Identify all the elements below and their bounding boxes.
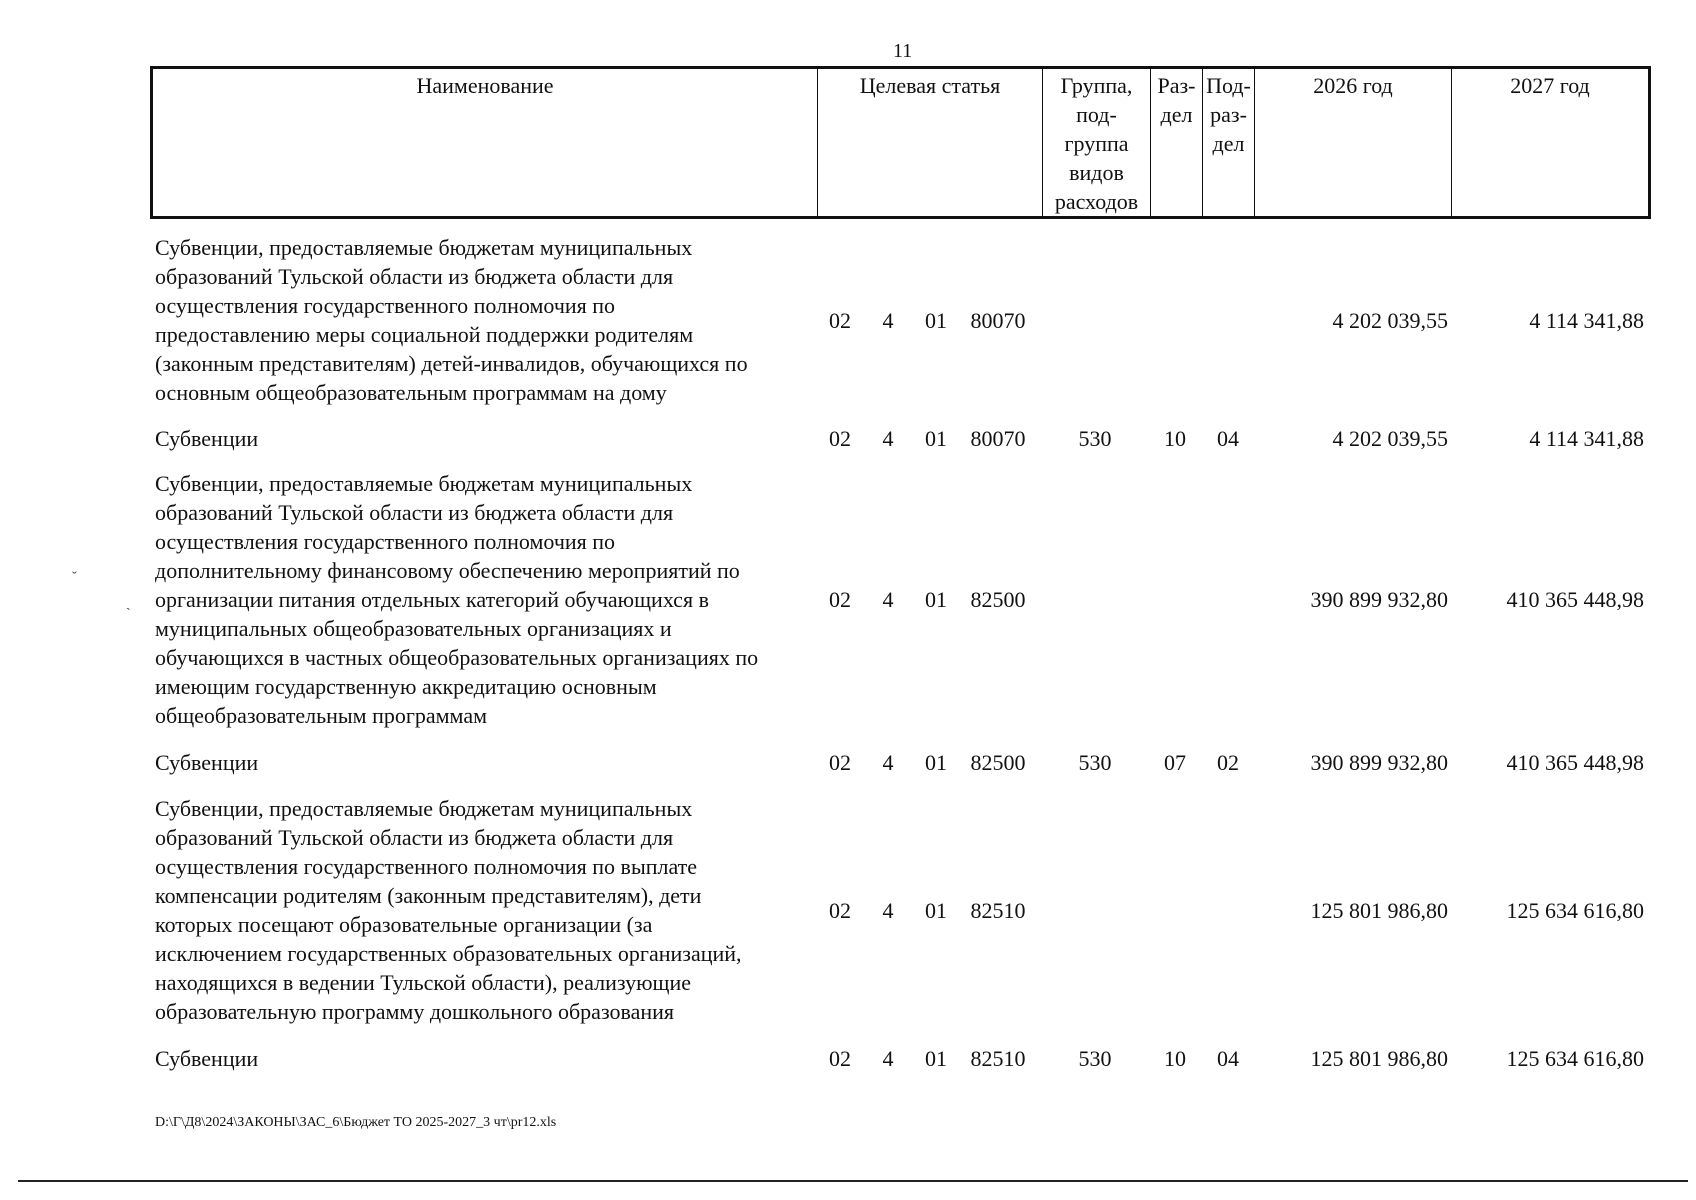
file-path-footer: D:\Г\Д8\2024\ЗАКОНЫ\ЗАС_6\Бюджет ТО 2025-2027_3 чт\pr12.xls [155,1115,557,1130]
section: 10 [1164,1046,1186,1071]
row-name-line: осуществления государственного полномочия по [155,529,616,554]
target-article-subprogram: 01 [925,308,947,333]
amount-2026: 4 202 039,55 [1332,308,1448,333]
row-name-line: дополнительному финансовому обеспечению мероприятий по [155,558,740,583]
subsection: 04 [1217,1046,1239,1071]
target-article-program: 02 [829,898,851,923]
expense-group: 530 [1078,1046,1112,1071]
target-article-program: 02 [829,1046,851,1071]
header-section-line: дел [1160,102,1193,127]
row-name-line: осуществления государственного полномочия по [155,293,616,318]
section: 07 [1164,750,1186,775]
header-subsection-line: раз- [1210,102,1247,127]
row-name-line: Субвенции [155,426,259,451]
expense-group: 530 [1078,426,1112,451]
subsection: 04 [1217,426,1239,451]
row-name-line: предоставлению меры социальной поддержки родителям [155,322,694,347]
row-name-line: осуществления государственного полномочия по выплате [155,854,698,879]
amount-2026: 4 202 039,55 [1332,426,1448,451]
row-name [155,748,815,777]
scan-mark: ˏ [126,596,131,611]
page-number: 11 [893,40,913,62]
header-expense-group-line: Группа, [1060,73,1133,98]
header-name: Наименование [152,68,818,218]
target-article-program: 02 [829,308,851,333]
bottom-divider [18,1180,1688,1182]
target-article-subprogram: 01 [925,426,947,451]
table-header [150,66,1651,219]
target-article-program: 02 [829,426,851,451]
row-name-line: образований Тульской области из бюджета области для [155,825,674,850]
target-article-direction: 80070 [970,426,1026,451]
header-expense-group [1043,68,1151,218]
row-name-line: Субвенции [155,750,259,775]
row-name [155,424,815,453]
header-expense-group-line: видов [1069,160,1124,185]
row-name [155,233,815,407]
header-subsection-line: Под- [1206,73,1251,98]
header-subsection [1203,68,1255,218]
header-year-2026: 2026 год [1255,68,1452,218]
header-section [1151,68,1203,218]
row-name-line: Субвенции, предоставляемые бюджетам муниципальных [155,796,693,821]
row-name-line: Субвенции [155,1046,259,1071]
target-article-subprogram: 01 [925,587,947,612]
target-article-program: 02 [829,750,851,775]
row-name-line: исключением государственных образовательных организаций, [155,941,742,966]
amount-2027: 125 634 616,80 [1506,898,1644,923]
amount-2027: 410 365 448,98 [1506,587,1644,612]
target-article-type: 4 [882,426,894,451]
row-name-line: организации питания отдельных категорий обучающихся в [155,587,709,612]
row-name-line: (законным представителям) детей-инвалидов, обучающихся по [155,351,748,376]
amount-2027: 4 114 341,88 [1529,426,1644,451]
target-article-type: 4 [882,308,894,333]
row-name-line: имеющим государственную аккредитацию основным [155,674,657,699]
row-name [155,1044,815,1073]
amount-2026: 390 899 932,80 [1310,587,1448,612]
amount-2026: 125 801 986,80 [1310,898,1448,923]
row-name-line: обучающихся в частных общеобразовательных организациях по [155,645,759,670]
section: 10 [1164,426,1186,451]
amount-2027: 410 365 448,98 [1506,750,1644,775]
amount-2026: 390 899 932,80 [1310,750,1448,775]
target-article-direction: 82500 [970,587,1026,612]
row-name-line: образовательную программу дошкольного образования [155,999,675,1024]
row-name-line: Субвенции, предоставляемые бюджетам муниципальных [155,471,693,496]
row-name-line: компенсации родителям (законным представителям), дети [155,883,702,908]
amount-2027: 4 114 341,88 [1529,308,1644,333]
expense-group: 530 [1078,750,1112,775]
target-article-direction: 82500 [970,750,1026,775]
table-row [0,424,1696,453]
row-name-line: общеобразовательным программам [155,703,488,728]
row-name-line: которых посещают образовательные организации (за [155,912,653,937]
target-article-direction: 82510 [970,898,1026,923]
target-article-type: 4 [882,1046,894,1071]
header-expense-group-line: расходов [1054,189,1139,214]
scan-mark: ˇ [72,570,77,585]
header-section-line: Раз- [1157,73,1196,98]
target-article-subprogram: 01 [925,1046,947,1071]
header-year-2027: 2027 год [1452,68,1650,218]
row-name-line: находящихся в ведении Тульской области), реализующие [155,970,691,995]
header-expense-group-line: группа [1064,131,1129,156]
header-subsection-line: дел [1212,131,1245,156]
table-row [0,469,1696,730]
row-name [155,794,815,1026]
row-name-line: муниципальных общеобразовательных организациях и [155,616,672,641]
target-article-type: 4 [882,587,894,612]
table-row [0,794,1696,1026]
row-name-line: образований Тульской области из бюджета области для [155,264,674,289]
row-name-line: Субвенции, предоставляемые бюджетам муниципальных [155,235,693,260]
subsection: 02 [1217,750,1239,775]
row-name-line: основным общеобразовательным программам на дому [155,380,667,405]
amount-2026: 125 801 986,80 [1310,1046,1448,1071]
target-article-subprogram: 01 [925,898,947,923]
table-row [0,1044,1696,1073]
header-target-article: Целевая статья [818,68,1043,218]
row-name [155,469,815,730]
target-article-type: 4 [882,898,894,923]
row-name-line: образований Тульской области из бюджета области для [155,500,674,525]
target-article-subprogram: 01 [925,750,947,775]
header-expense-group-line: под- [1076,102,1117,127]
target-article-direction: 80070 [970,308,1026,333]
table-row [0,748,1696,777]
target-article-direction: 82510 [970,1046,1026,1071]
target-article-program: 02 [829,587,851,612]
table-row [0,233,1696,407]
target-article-type: 4 [882,750,894,775]
amount-2027: 125 634 616,80 [1506,1046,1644,1071]
